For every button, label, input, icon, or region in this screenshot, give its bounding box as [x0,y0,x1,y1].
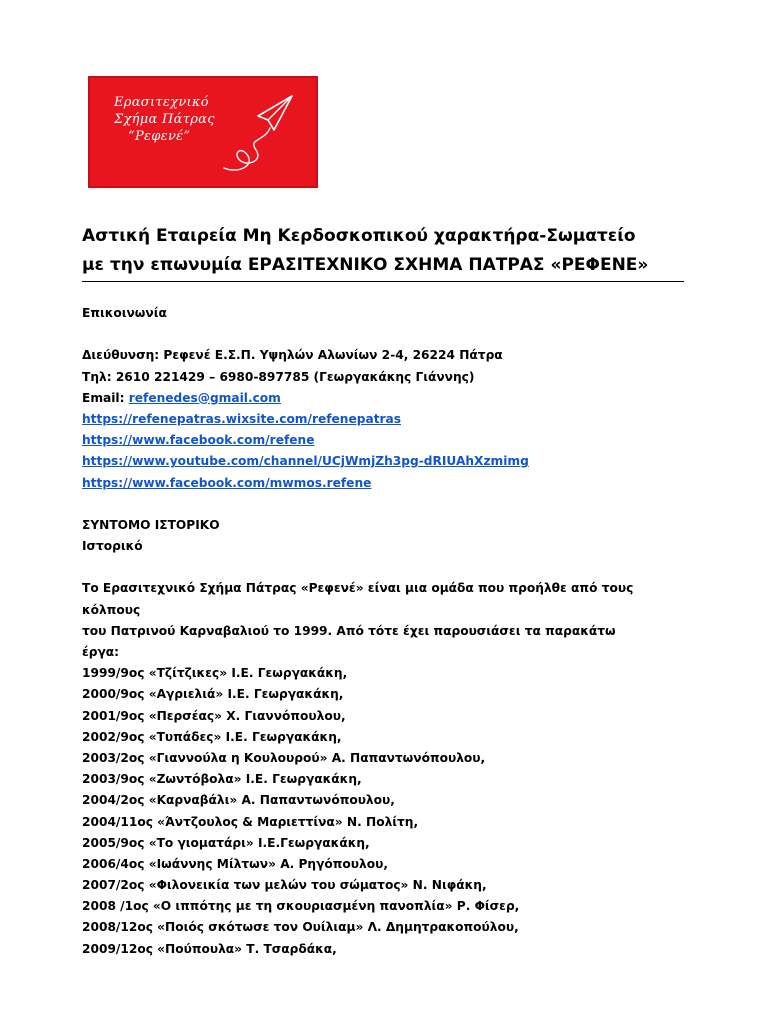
history-intro-line-4: έργα: [82,645,120,659]
link-facebook-refene[interactable]: https://www.facebook.com/refene [82,433,315,448]
spacer [82,494,682,515]
work-item: 2008/12ος «Ποιός σκότωσε τον Ουίλιαμ» Λ. Δημητρακοπούλου, [82,920,519,935]
contact-phone: Τηλ: 2610 221429 – 6980-897785 (Γεωργακάκης Γιάννης) [82,369,475,384]
contact-address: Διεύθυνση: Ρεφενέ Ε.Σ.Π. Υψηλών Αλωνίων 2-4, 26224 Πάτρα [82,348,503,363]
logo [88,76,318,188]
email-label: Email: [82,390,129,405]
work-item: 2003/9ος «Ζωντόβολα» Ι.Ε. Γεωργακάκη, [82,772,362,787]
work-item: 2006/4ος «Ιωάννης Μίλτων» Α. Ρηγόπουλου, [82,856,388,871]
work-item: 2005/9ος «Το γιοματάρι» Ι.Ε.Γεωργακάκη, [82,835,370,850]
contact-heading: Επικοινωνία [82,306,167,320]
document-body [82,303,682,960]
link-facebook-mwmos[interactable]: https://www.facebook.com/mwmos.refene [82,475,372,490]
email-link[interactable]: refenedes@gmail.com [128,390,281,405]
link-wixsite[interactable]: https://refenepatras.wixsite.com/refenepatras [82,411,402,426]
spacer [82,324,682,345]
document-title [82,222,692,282]
work-item: 2002/9ος «Τυπάδες» Ι.Ε. Γεωργακάκη, [82,729,342,744]
title-line-1: Αστική Εταιρεία Μη Κερδοσκοπικού χαρακτήρα-Σωματείο [82,226,636,246]
work-item: 2004/11ος «Άντζουλος & Μαριεττίνα» Ν. Πολίτη, [82,814,419,829]
work-item: 1999/9ος «Τζίτζικες» Ι.Ε. Γεωργακάκη, [82,666,348,681]
work-item: 2009/12ος «Πούπουλα» Τ. Τσαρδάκα, [82,941,337,956]
spacer [82,557,682,578]
paper-plane-icon [88,76,318,188]
link-youtube-channel[interactable]: https://www.youtube.com/channel/UCjWmjZh3pg-dRIUAhXzmimg [82,454,529,469]
work-item: 2007/2ος «Φιλονεικία των μελών του σώματος» Ν. Νιφάκη, [82,878,487,893]
history-heading: ΣΥΝΤΟΜΟ ΙΣΤΟΡΙΚΟ [82,517,220,532]
works-list [82,663,682,960]
logo-line-2: Σχήμα Πάτρας [114,112,215,127]
work-item: 2003/2ος «Γιαννούλα η Κουλουρού» Α. Παπαντωνόπουλου, [82,750,486,765]
history-subheading: Ιστορικό [82,539,143,554]
logo-line-1: Ερασιτεχνικό [114,95,209,110]
work-item: 2004/2ος «Καρναβάλι» Α. Παπαντωνόπουλου, [82,793,395,808]
work-item: 2000/9ος «Αγριελιά» Ι.Ε. Γεωργακάκη, [82,687,344,702]
history-intro-line-1: Το Ερασιτεχνικό Σχήμα Πάτρας «Ρεφενέ» είναι μια ομάδα που προήλθε από τους [82,581,634,596]
work-item: 2008 /1ος «Ο ιππότης με τη σκουριασμένη πανοπλία» Ρ. Φίσερ, [82,899,520,914]
contact-email-line [82,388,682,409]
history-intro-line-3: του Πατρινού Καρναβαλιού το 1999. Από τότε έχει παρουσιάσει τα παρακάτω [82,623,616,638]
logo-line-3: “Ρεφενέ” [128,129,191,144]
title-underline [82,281,684,282]
work-item: 2001/9ος «Περσέας» Χ. Γιαννόπουλου, [82,708,346,723]
title-line-2: με την επωνυμία ΕΡΑΣΙΤΕΧΝΙΚΟ ΣΧΗΜΑ ΠΑΤΡΑΣ «ΡΕΦΕΝΕ» [82,255,649,275]
history-intro-line-2: κόλπους [82,602,141,617]
